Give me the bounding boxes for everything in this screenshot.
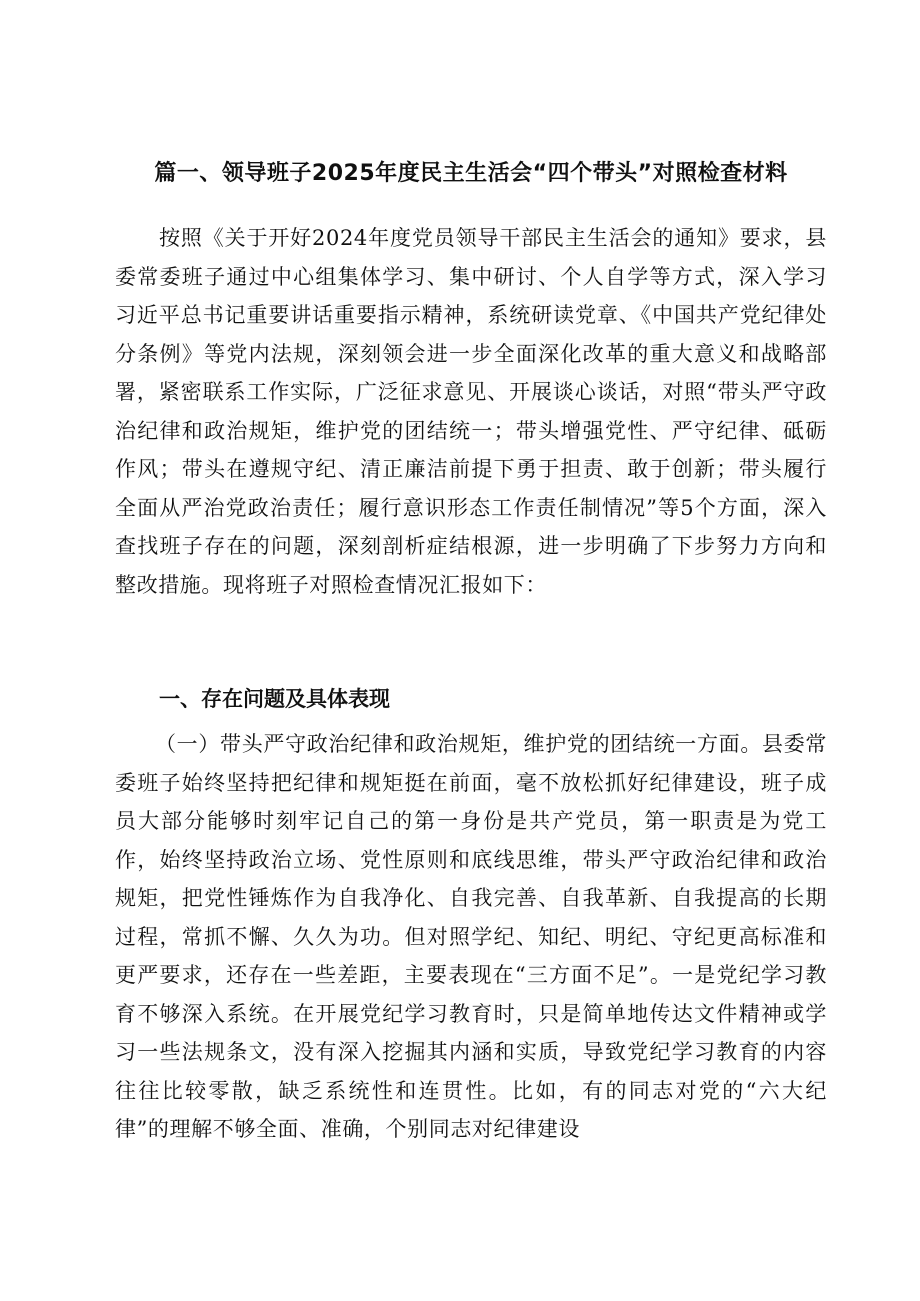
section-heading: 一、存在问题及具体表现 [159, 687, 390, 711]
document-title: 篇一、领导班子2025年度民主生活会“四个带头”对照检查材料 [154, 161, 788, 186]
intro-paragraph: 按照《关于开好2024年度党员领导干部民主生活会的通知》要求，县委常委班子通过中心组集体学习、集中研讨、个人自学等方式，深入学习习近平总书记重要讲话重要指示精神，系统研读党章、《中国共产党纪律处分条例》等党内法规，深刻领会进一步全面深化改革的重大意义和战略部署，紧密联系工作实际，广泛征求意见、开展谈心谈话，对照“带头严守政治纪律和政治规矩，维护党的团结统一；带头增强党性、严守纪律、砥砺作风；带头在遵规守纪、清正廉洁前提下勇于担责、敢于创新；带头履行全面从严治党政治责任；履行意识形态工作责任制情况”等5个方面，深入查找班子存在的问题，深刻剖析症结根源，进一步明确了下步努力方向和整改措施。现将班子对照检查情况汇报如下： [115, 226, 827, 597]
section-paragraph: （一）带头严守政治纪律和政治规矩，维护党的团结统一方面。县委常委班子始终坚持把纪律和规矩挺在前面，毫不放松抓好纪律建设，班子成员大部分能够时刻牢记自己的第一身份是共产党员，第一职责是为党工作，始终坚持政治立场、党性原则和底线思维，带头严守政治纪律和政治规矩，把党性锤炼作为自我净化、自我完善、自我革新、自我提高的长期过程，常抓不懈、久久为功。但对照学纪、知纪、明纪、守纪更高标准和更严要求，还存在一些差距，主要表现在“三方面不足”。一是党纪学习教育不够深入系统。在开展党纪学习教育时，只是简单地传达文件精神或学习一些法规条文，没有深入挖掘其内涵和实质，导致党纪学习教育的内容往往比较零散，缺乏系统性和连贯性。比如，有的同志对党的“六大纪律”的理解不够全面、准确，个别同志对纪律建设 [115, 732, 827, 1141]
